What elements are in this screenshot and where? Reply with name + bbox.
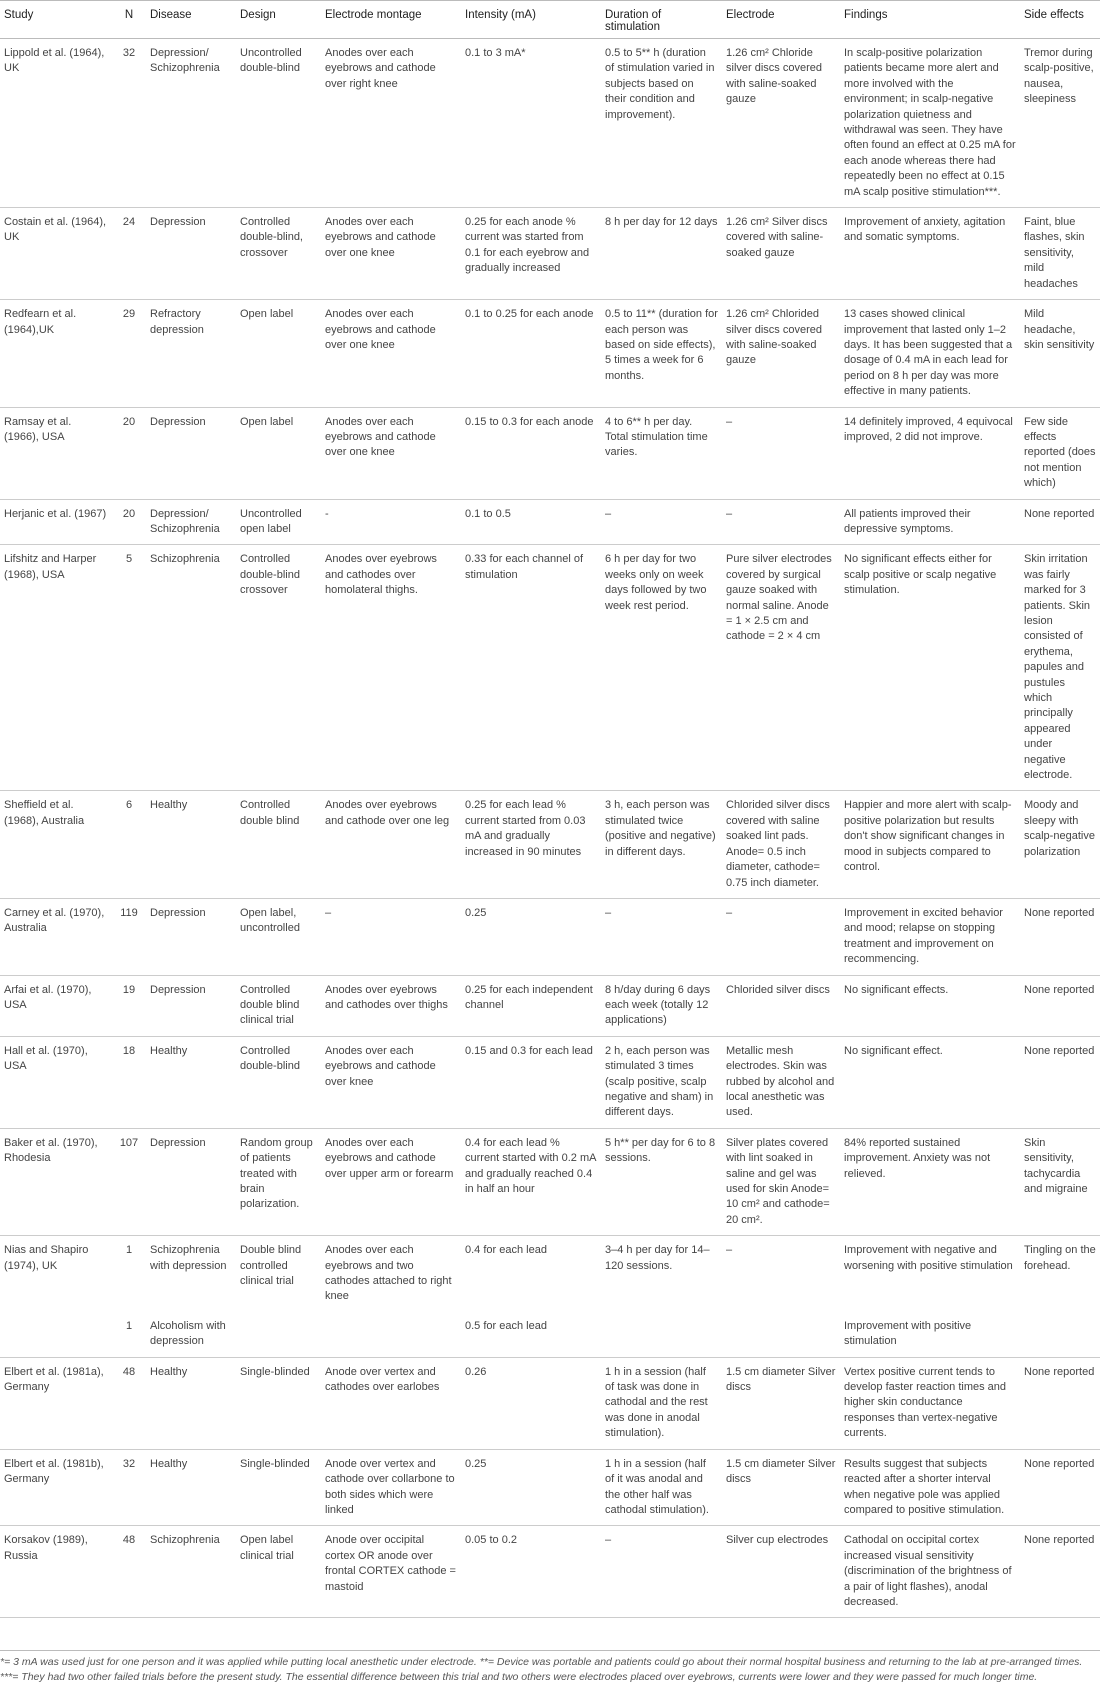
cell-study: Costain et al. (1964), UK bbox=[4, 216, 107, 244]
cell-design bbox=[236, 1312, 321, 1357]
cell-electrode: Chlorided silver discs bbox=[726, 983, 830, 996]
cell-findings: No significant effects either for scalp positive or scalp negative stimulation. bbox=[844, 553, 997, 597]
cell-n: 29 bbox=[122, 308, 136, 321]
cell-disease: Depression bbox=[150, 983, 206, 996]
cell-study: Sheffield et al. (1968), Australia bbox=[4, 799, 85, 827]
cell-electrode: 1.5 cm diameter Silver discs bbox=[726, 1365, 836, 1394]
cell-side-effects: None reported bbox=[1024, 983, 1095, 996]
cell-intensity: 0.25 for each lead % current started from 0.03 mA and gradually increased in 90 minutes bbox=[465, 799, 586, 858]
table-row bbox=[0, 300, 1100, 407]
cell-electrode: 1.26 cm² Silver discs covered with saline-soaked gauze bbox=[726, 216, 828, 259]
cell-n: 107 bbox=[119, 1136, 139, 1149]
cell-electrode bbox=[722, 1312, 840, 1357]
cell-n: 32 bbox=[122, 47, 136, 59]
cell-montage: Anode over vertex and cathodes over earlobes bbox=[325, 1365, 440, 1394]
table-row bbox=[0, 208, 1100, 300]
cell-study: Elbert et al. (1981a), Germany bbox=[4, 1365, 104, 1394]
cell-intensity: 0.5 for each lead bbox=[465, 1319, 547, 1332]
table-row bbox=[0, 1449, 1100, 1526]
table-row bbox=[0, 898, 1100, 975]
cell-findings: Improvement with negative and worsening with positive stimulation bbox=[844, 1244, 1013, 1272]
cell-duration: 3–4 h per day for 14–120 sessions. bbox=[605, 1244, 710, 1272]
cell-side-effects: Skin irritation was fairly marked for 3 patients. Skin lesion consisted of erythema, papules and pustules which principally appeared under negative electrode. bbox=[1024, 553, 1091, 782]
cell-design: Open label bbox=[240, 415, 294, 428]
cell-electrode: – bbox=[726, 906, 733, 919]
header-duration: Duration of stimulation bbox=[601, 1, 722, 39]
cell-study: Ramsay et al. (1966), USA bbox=[4, 415, 72, 443]
cell-intensity: 0.15 and 0.3 for each lead bbox=[465, 1044, 593, 1057]
cell-study: Korsakov (1989), Russia bbox=[4, 1534, 88, 1562]
cell-duration: 0.5 to 11** (duration for each person was based on side effects), 5 times a week for 6 months. bbox=[605, 308, 718, 382]
cell-intensity: 0.25 for each anode % current was started from 0.1 for each eyebrow and gradually increased bbox=[465, 216, 590, 275]
cell-intensity: 0.1 to 0.5 bbox=[465, 507, 511, 520]
cell-side-effects: Tremor during scalp-positive, nausea, sleepiness bbox=[1024, 47, 1094, 106]
cell-side-effects: None reported bbox=[1024, 1365, 1095, 1378]
cell-electrode: Silver plates covered with lint soaked in saline and gel was used for skin Anode= 10 cm² and cathode= 20 cm². bbox=[726, 1136, 830, 1226]
cell-disease: Schizophrenia with depression bbox=[150, 1244, 227, 1272]
cell-study: Lifshitz and Harper (1968), USA bbox=[4, 553, 97, 581]
cell-n: 20 bbox=[122, 507, 136, 520]
cell-disease: Healthy bbox=[150, 1365, 188, 1378]
table-row bbox=[0, 791, 1100, 898]
cell-duration: – bbox=[605, 1534, 612, 1547]
cell-findings: Improvement of anxiety, agitation and somatic symptoms. bbox=[844, 216, 1006, 244]
cell-electrode: 1.5 cm diameter Silver discs bbox=[726, 1457, 836, 1486]
header-electrode-montage: Electrode montage bbox=[321, 1, 461, 39]
cell-side-effects bbox=[1020, 1312, 1100, 1357]
cell-intensity: 0.25 bbox=[465, 1457, 487, 1470]
cell-montage: Anode over occipital cortex OR anode over frontal CORTEX cathode = mastoid bbox=[325, 1534, 456, 1593]
cell-disease: Schizophrenia bbox=[150, 553, 220, 566]
cell-disease: Schizophrenia bbox=[150, 1534, 220, 1547]
cell-study: Nias and Shapiro (1974), UK bbox=[4, 1244, 89, 1272]
cell-intensity: 0.25 bbox=[465, 906, 487, 919]
cell-side-effects: Moody and sleepy with scalp-negative polarization bbox=[1024, 799, 1095, 858]
cell-n: 1 bbox=[125, 1319, 133, 1332]
cell-disease: Alcoholism with depression bbox=[150, 1319, 226, 1348]
cell-side-effects: Skin sensitivity, tachycardia and migraine bbox=[1024, 1136, 1088, 1195]
table-row bbox=[0, 407, 1100, 499]
table-row bbox=[0, 1036, 1100, 1128]
cell-disease: Depression bbox=[150, 216, 206, 229]
cell-montage: Anodes over each eyebrows and cathode over knee bbox=[325, 1044, 436, 1088]
cell-intensity: 0.4 for each lead % current started with 0.2 mA and gradually reached 0.4 in half an hour bbox=[465, 1136, 596, 1195]
cell-n: 1 bbox=[125, 1244, 133, 1257]
cell-design: Open label, uncontrolled bbox=[240, 906, 300, 935]
cell-side-effects: None reported bbox=[1024, 1457, 1095, 1470]
cell-montage: Anodes over each eyebrows and cathode over right knee bbox=[325, 47, 436, 90]
cell-duration: – bbox=[605, 507, 612, 520]
cell-side-effects: Few side effects reported (does not mention which) bbox=[1024, 415, 1096, 490]
cell-intensity: 0.26 bbox=[465, 1365, 487, 1378]
cell-electrode: – bbox=[726, 1244, 733, 1257]
cell-n: 5 bbox=[125, 553, 133, 566]
cell-n: 18 bbox=[122, 1044, 136, 1057]
cell-design: Controlled double-blind crossover bbox=[240, 553, 300, 597]
cell-design: Controlled double blind bbox=[240, 799, 300, 827]
cell-n: 19 bbox=[122, 983, 136, 996]
table-row bbox=[0, 545, 1100, 791]
header-n: N bbox=[112, 1, 146, 39]
cell-side-effects: Mild headache, skin sensitivity bbox=[1024, 308, 1095, 351]
cell-design: Controlled double-blind bbox=[240, 1044, 300, 1073]
cell-duration: – bbox=[605, 906, 612, 919]
header-design: Design bbox=[236, 1, 321, 39]
cell-duration: 3 h, each person was stimulated twice (positive and negative) in different days. bbox=[605, 799, 716, 858]
cell-electrode: 1.26 cm² Chlorided silver discs covered with saline-soaked gauze bbox=[726, 308, 822, 367]
cell-duration: 1 h in a session (half of task was done in cathodal and the rest was done in anodal stimulation). bbox=[605, 1365, 708, 1440]
cell-design: Random group of patients treated with brain polarization. bbox=[240, 1136, 313, 1211]
cell-intensity: 0.05 to 0.2 bbox=[465, 1534, 517, 1547]
cell-design: Uncontrolled open label bbox=[240, 507, 302, 535]
cell-study: Redfearn et al. (1964),UK bbox=[4, 308, 77, 336]
table-row bbox=[0, 1128, 1100, 1235]
cell-intensity: 0.1 to 3 mA* bbox=[465, 47, 526, 59]
cell-montage: – bbox=[325, 906, 332, 919]
cell-findings: 14 definitely improved, 4 equivocal improved, 2 did not improve. bbox=[844, 415, 1013, 443]
header-side-effects: Side effects bbox=[1020, 1, 1100, 39]
header-disease: Disease bbox=[146, 1, 236, 39]
cell-duration: 5 h** per day for 6 to 8 sessions. bbox=[605, 1136, 716, 1165]
cell-duration: 0.5 to 5** h (duration of stimulation varied in subjects based on their condition and improvement). bbox=[605, 47, 715, 121]
header-electrode: Electrode bbox=[722, 1, 840, 39]
cell-electrode: – bbox=[726, 507, 733, 520]
cell-n: 48 bbox=[122, 1534, 136, 1547]
cell-montage: Anodes over each eyebrows and cathode over one knee bbox=[325, 308, 436, 351]
cell-findings: Results suggest that subjects reacted after a shorter interval when negative pole was applied compared to positive stimulation. bbox=[844, 1457, 1005, 1516]
cell-intensity: 0.25 for each independent channel bbox=[465, 983, 593, 1011]
cell-electrode: – bbox=[726, 415, 733, 428]
cell-duration: 4 to 6** h per day. Total stimulation time varies. bbox=[605, 415, 708, 459]
cell-disease: Healthy bbox=[150, 1044, 188, 1057]
cell-duration: 8 h/day during 6 days each week (totally 12 applications) bbox=[605, 983, 711, 1027]
cell-study: Lippold et al. (1964), UK bbox=[4, 47, 105, 75]
cell-findings: 84% reported sustained improvement. Anxiety was not relieved. bbox=[844, 1136, 991, 1180]
cell-findings: 13 cases showed clinical improvement that lasted only 1–2 days. It has been suggested that a dosage of 0.4 mA in each lead for period on 8 h per day was more effective in many patients. bbox=[844, 308, 1013, 398]
cell-design: Double blind controlled clinical trial bbox=[240, 1244, 302, 1288]
cell-duration: 1 h in a session (half of it was anodal and the other half was cathodal stimulation). bbox=[605, 1457, 709, 1516]
table-footnote: *= 3 mA was used just for one person and it was applied while putting local anesthetic under electrode. **= Device was portable and patients could go about their normal hospital business and returning to the lab at pre-arranged times. ***= They had two other failed trials before the present study. The essential difference between this trial and two others were electrodes placed over eyebrows, currents were lower and they were passed for much longer time. bbox=[0, 1650, 1100, 1684]
table-header-row bbox=[0, 1, 1100, 39]
cell-n: 20 bbox=[122, 415, 136, 428]
cell-findings: Vertex positive current tends to develop faster reaction times and higher skin conductance responses than vertex-negative currents. bbox=[844, 1365, 1007, 1440]
cell-montage: Anodes over each eyebrows and cathode over upper arm or forearm bbox=[325, 1136, 454, 1180]
cell-design: Controlled double-blind, crossover bbox=[240, 216, 303, 259]
cell-electrode: 1.26 cm² Chloride silver discs covered with saline-soaked gauze bbox=[726, 47, 822, 106]
cell-n: 32 bbox=[122, 1457, 136, 1470]
cell-disease: Depression bbox=[150, 1136, 206, 1149]
cell-study: Arfai et al. (1970), USA bbox=[4, 983, 92, 1011]
cell-findings: No significant effect. bbox=[844, 1044, 943, 1057]
cell-montage: Anodes over each eyebrows and two cathodes attached to right knee bbox=[325, 1244, 452, 1303]
cell-n: 24 bbox=[122, 216, 136, 229]
cell-side-effects: None reported bbox=[1024, 507, 1095, 520]
table-row bbox=[0, 975, 1100, 1036]
cell-duration: 8 h per day for 12 days bbox=[605, 216, 718, 229]
cell-electrode: Metallic mesh electrodes. Skin was rubbed by alcohol and local anesthetic was used. bbox=[726, 1044, 835, 1119]
cell-study bbox=[0, 1312, 112, 1357]
cell-intensity: 0.15 to 0.3 for each anode bbox=[465, 415, 594, 428]
cell-disease: Depression/ Schizophrenia bbox=[150, 507, 220, 535]
cell-montage: Anodes over each eyebrows and cathode over one knee bbox=[325, 216, 436, 259]
cell-side-effects: None reported bbox=[1024, 1044, 1095, 1057]
cell-montage: Anodes over eyebrows and cathode over one leg bbox=[325, 799, 450, 827]
cell-side-effects: Tingling on the forehead. bbox=[1024, 1244, 1096, 1272]
cell-findings: Cathodal on occipital cortex increased visual sensitivity (discrimination of the brightness of a pair of light flashes), anodal decreased. bbox=[844, 1534, 1012, 1608]
cell-montage bbox=[321, 1312, 461, 1357]
cell-electrode: Chlorided silver discs covered with saline soaked lint pads. Anode= 0.5 inch diameter, cathode= 0.75 inch diameter. bbox=[726, 799, 830, 889]
cell-findings: Happier and more alert with scalp-positive polarization but results don't show significant changes in mood in subjects compared to control. bbox=[844, 799, 1012, 874]
table-row bbox=[0, 499, 1100, 545]
cell-study: Baker et al. (1970), Rhodesia bbox=[4, 1136, 98, 1165]
header-study: Study bbox=[0, 1, 112, 39]
cell-design: Controlled double blind clinical trial bbox=[240, 983, 300, 1027]
table-row bbox=[0, 1236, 1100, 1312]
table-row bbox=[0, 1526, 1100, 1618]
table-row bbox=[0, 39, 1100, 208]
header-intensity: Intensity (mA) bbox=[461, 1, 601, 39]
cell-n: 48 bbox=[122, 1365, 136, 1378]
cell-side-effects: None reported bbox=[1024, 906, 1095, 919]
cell-design: Uncontrolled double-blind bbox=[240, 47, 302, 75]
cell-design: Open label bbox=[240, 308, 294, 321]
table-row bbox=[0, 1312, 1100, 1357]
cell-n: 119 bbox=[120, 906, 138, 919]
cell-design: Single-blinded bbox=[240, 1457, 310, 1470]
cell-disease: Refractory depression bbox=[150, 308, 204, 336]
cell-disease: Depression bbox=[150, 906, 206, 919]
table-row bbox=[0, 1357, 1100, 1449]
table-body bbox=[0, 39, 1100, 1618]
cell-intensity: 0.33 for each channel of stimulation bbox=[465, 553, 584, 581]
cell-duration bbox=[601, 1312, 722, 1357]
cell-findings: In scalp-positive polarization patients became more alert and more involved with the environment; in scalp-negative polarization quietness and withdrawal was seen. They have often found an effect at 0.25 mA for each anode whereas there had repeatedly been no effect at 0.15 mA scalp positive stimulation***. bbox=[844, 47, 1016, 198]
cell-montage: Anodes over eyebrows and cathodes over thighs bbox=[325, 983, 448, 1011]
cell-intensity: 0.1 to 0.25 for each anode bbox=[465, 308, 594, 321]
cell-intensity: 0.4 for each lead bbox=[465, 1244, 547, 1257]
cell-study: Hall et al. (1970), USA bbox=[4, 1044, 88, 1073]
cell-montage: Anodes over each eyebrows and cathode over one knee bbox=[325, 415, 436, 459]
cell-side-effects: Faint, blue flashes, skin sensitivity, mild headaches bbox=[1024, 216, 1085, 290]
cell-disease: Depression bbox=[150, 415, 206, 428]
cell-design: Single-blinded bbox=[240, 1365, 310, 1378]
cell-design: Open label clinical trial bbox=[240, 1534, 294, 1562]
cell-findings: All patients improved their depressive symptoms. bbox=[844, 507, 971, 535]
header-findings: Findings bbox=[840, 1, 1020, 39]
cell-montage: - bbox=[325, 507, 329, 520]
cell-n: 6 bbox=[125, 799, 133, 812]
cell-study: Herjanic et al. (1967) bbox=[4, 507, 107, 520]
cell-findings: No significant effects. bbox=[844, 983, 949, 996]
cell-duration: 2 h, each person was stimulated 3 times (scalp positive, scalp negative and sham) in different days. bbox=[605, 1044, 714, 1119]
cell-disease: Healthy bbox=[150, 799, 188, 812]
cell-electrode: Silver cup electrodes bbox=[726, 1534, 829, 1547]
cell-findings: Improvement in excited behavior and mood; relapse on stopping treatment and improvement on recommencing. bbox=[844, 906, 1003, 966]
cell-side-effects: None reported bbox=[1024, 1534, 1095, 1547]
cell-findings: Improvement with positive stimulation bbox=[844, 1319, 972, 1348]
cell-montage: Anodes over eyebrows and cathodes over homolateral thighs. bbox=[325, 553, 437, 597]
cell-duration: 6 h per day for two weeks only on week days followed by two week rest period. bbox=[605, 553, 707, 612]
cell-disease: Healthy bbox=[150, 1457, 188, 1470]
cell-study: Carney et al. (1970), Australia bbox=[4, 906, 105, 935]
cell-montage: Anode over vertex and cathode over collarbone to both sides which were linked bbox=[325, 1457, 455, 1516]
cell-disease: Depression/ Schizophrenia bbox=[150, 47, 220, 75]
cell-study: Elbert et al. (1981b), Germany bbox=[4, 1457, 104, 1486]
cell-electrode: Pure silver electrodes covered by surgical gauze soaked with normal saline. Anode = 1 × 2.5 cm and cathode = 2 × 4 cm bbox=[726, 553, 832, 643]
